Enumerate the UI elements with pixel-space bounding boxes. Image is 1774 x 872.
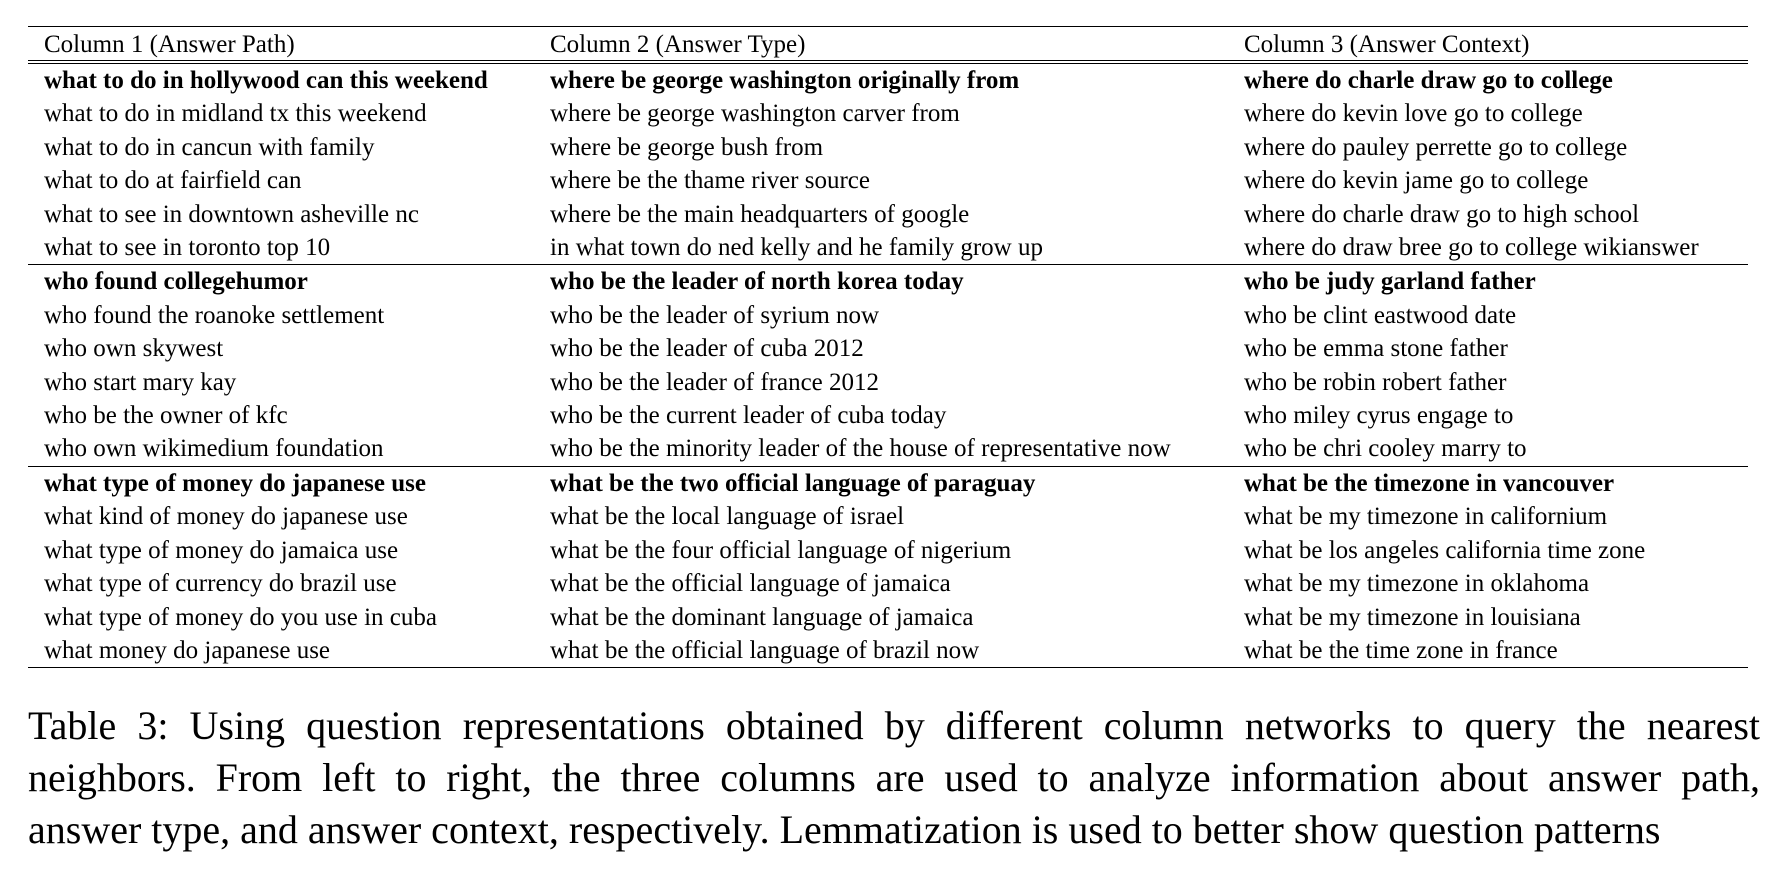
- neighbor-cell: what type of currency do brazil use: [44, 570, 397, 598]
- table-group-where-what: [28, 62, 1748, 265]
- neighbor-row: [28, 366, 1748, 399]
- neighbor-row: [28, 534, 1748, 567]
- neighbor-cell: who start mary kay: [44, 368, 237, 396]
- neighbor-cell: who miley cyrus engage to: [1244, 402, 1514, 430]
- caption-line: neighbors. From left to right, the three columns are used to analyze information about answer path,: [28, 755, 1760, 800]
- query-cell: who be the leader of north korea today: [550, 268, 964, 296]
- neighbor-cell: where be george bush from: [550, 133, 824, 161]
- neighbor-cell: who own skywest: [44, 335, 224, 363]
- neighbor-row: [28, 634, 1748, 668]
- query-row: [28, 265, 1748, 299]
- query-row: [28, 466, 1748, 500]
- query-cell: what to do in hollywood can this weekend: [44, 67, 488, 94]
- neighbor-cell: what be my timezone in californium: [1244, 503, 1608, 531]
- query-cell: what type of money do japanese use: [44, 469, 426, 497]
- neighbor-row: [28, 500, 1748, 533]
- caption-line: Table 3: Using question representations obtained by different column networks to query the nearest: [28, 703, 1760, 748]
- neighbor-cell: who found the roanoke settlement: [44, 301, 385, 329]
- neighbor-cell: what to do at fairfield can: [44, 167, 302, 195]
- neighbor-cell: who be the minority leader of the house of representative now: [550, 435, 1171, 463]
- neighbor-row: [28, 97, 1748, 130]
- neighbor-row: [28, 164, 1748, 197]
- neighbor-cell: who be emma stone father: [1244, 335, 1508, 363]
- neighbor-row: [28, 432, 1748, 466]
- query-cell: what be the timezone in vancouver: [1244, 469, 1615, 497]
- neighbor-cell: in what town do ned kelly and he family grow up: [550, 234, 1043, 262]
- header-answer-path: Column 1 (Answer Path): [44, 31, 295, 58]
- neighbor-cell: where be the main headquarters of google: [550, 200, 970, 228]
- nearest-neighbors-table: [28, 26, 1748, 668]
- neighbor-cell: where do kevin love go to college: [1244, 100, 1583, 128]
- neighbor-cell: what be my timezone in louisiana: [1244, 603, 1581, 631]
- neighbor-cell: what be the official language of jamaica: [550, 570, 951, 598]
- neighbor-cell: who be the current leader of cuba today: [550, 402, 947, 430]
- neighbor-cell: where do kevin jame go to college: [1244, 167, 1589, 195]
- neighbor-cell: what be the local language of israel: [550, 503, 905, 531]
- header-answer-context: Column 3 (Answer Context): [1244, 31, 1530, 58]
- neighbor-cell: what be the time zone in france: [1244, 636, 1558, 664]
- neighbor-cell: what be the four official language of nigerium: [550, 536, 1012, 564]
- neighbor-cell: where be george washington carver from: [550, 100, 960, 128]
- table-caption: [28, 700, 1760, 856]
- header-answer-type: Column 2 (Answer Type): [550, 31, 806, 58]
- neighbor-cell: who be the owner of kfc: [44, 402, 288, 430]
- neighbor-cell: what be the official language of brazil now: [550, 636, 980, 664]
- neighbor-row: [28, 567, 1748, 600]
- neighbor-cell: where do charle draw go to high school: [1244, 200, 1640, 228]
- header-row: [28, 27, 1748, 63]
- query-cell: where be george washington originally from: [550, 67, 1020, 94]
- neighbor-cell: who be chri cooley marry to: [1244, 435, 1527, 463]
- neighbor-cell: what be los angeles california time zone: [1244, 536, 1646, 564]
- query-cell: who found collegehumor: [44, 268, 308, 296]
- table-group-what: [28, 466, 1748, 667]
- neighbor-cell: what to see in downtown asheville nc: [44, 200, 419, 228]
- query-cell: who be judy garland father: [1244, 268, 1536, 296]
- neighbor-row: [28, 231, 1748, 265]
- neighbor-row: [28, 131, 1748, 164]
- neighbor-row: [28, 299, 1748, 332]
- neighbor-cell: what to do in cancun with family: [44, 133, 375, 161]
- neighbor-cell: what money do japanese use: [44, 636, 331, 664]
- neighbor-row: [28, 399, 1748, 432]
- neighbor-row: [28, 601, 1748, 634]
- query-cell: where do charle draw go to college: [1244, 67, 1613, 94]
- neighbor-cell: who be clint eastwood date: [1244, 301, 1517, 329]
- query-cell: what be the two official language of paraguay: [550, 469, 1036, 497]
- neighbor-cell: what type of money do jamaica use: [44, 536, 399, 564]
- neighbor-cell: what be my timezone in oklahoma: [1244, 570, 1590, 598]
- neighbor-cell: what be the dominant language of jamaica: [550, 603, 974, 631]
- neighbor-cell: who be the leader of france 2012: [550, 368, 880, 396]
- neighbor-cell: where do pauley perrette go to college: [1244, 133, 1628, 161]
- neighbor-cell: where do draw bree go to college wikianswer: [1244, 234, 1699, 262]
- neighbor-cell: what type of money do you use in cuba: [44, 603, 437, 631]
- neighbor-cell: who own wikimedium foundation: [44, 435, 384, 463]
- neighbor-cell: who be the leader of cuba 2012: [550, 335, 864, 363]
- neighbor-row: [28, 332, 1748, 365]
- query-row: [28, 62, 1748, 97]
- neighbor-cell: who be the leader of syrium now: [550, 301, 880, 329]
- caption-line: answer type, and answer context, respectively. Lemmatization is used to better show question patterns: [28, 807, 1661, 852]
- table-group-who: [28, 265, 1748, 466]
- neighbor-row: [28, 198, 1748, 231]
- table-header: [28, 27, 1748, 63]
- neighbor-cell: where be the thame river source: [550, 167, 870, 195]
- neighbor-cell: what to see in toronto top 10: [44, 234, 331, 262]
- neighbor-cell: who be robin robert father: [1244, 368, 1507, 396]
- neighbor-cell: what kind of money do japanese use: [44, 503, 408, 531]
- neighbor-cell: what to do in midland tx this weekend: [44, 100, 427, 128]
